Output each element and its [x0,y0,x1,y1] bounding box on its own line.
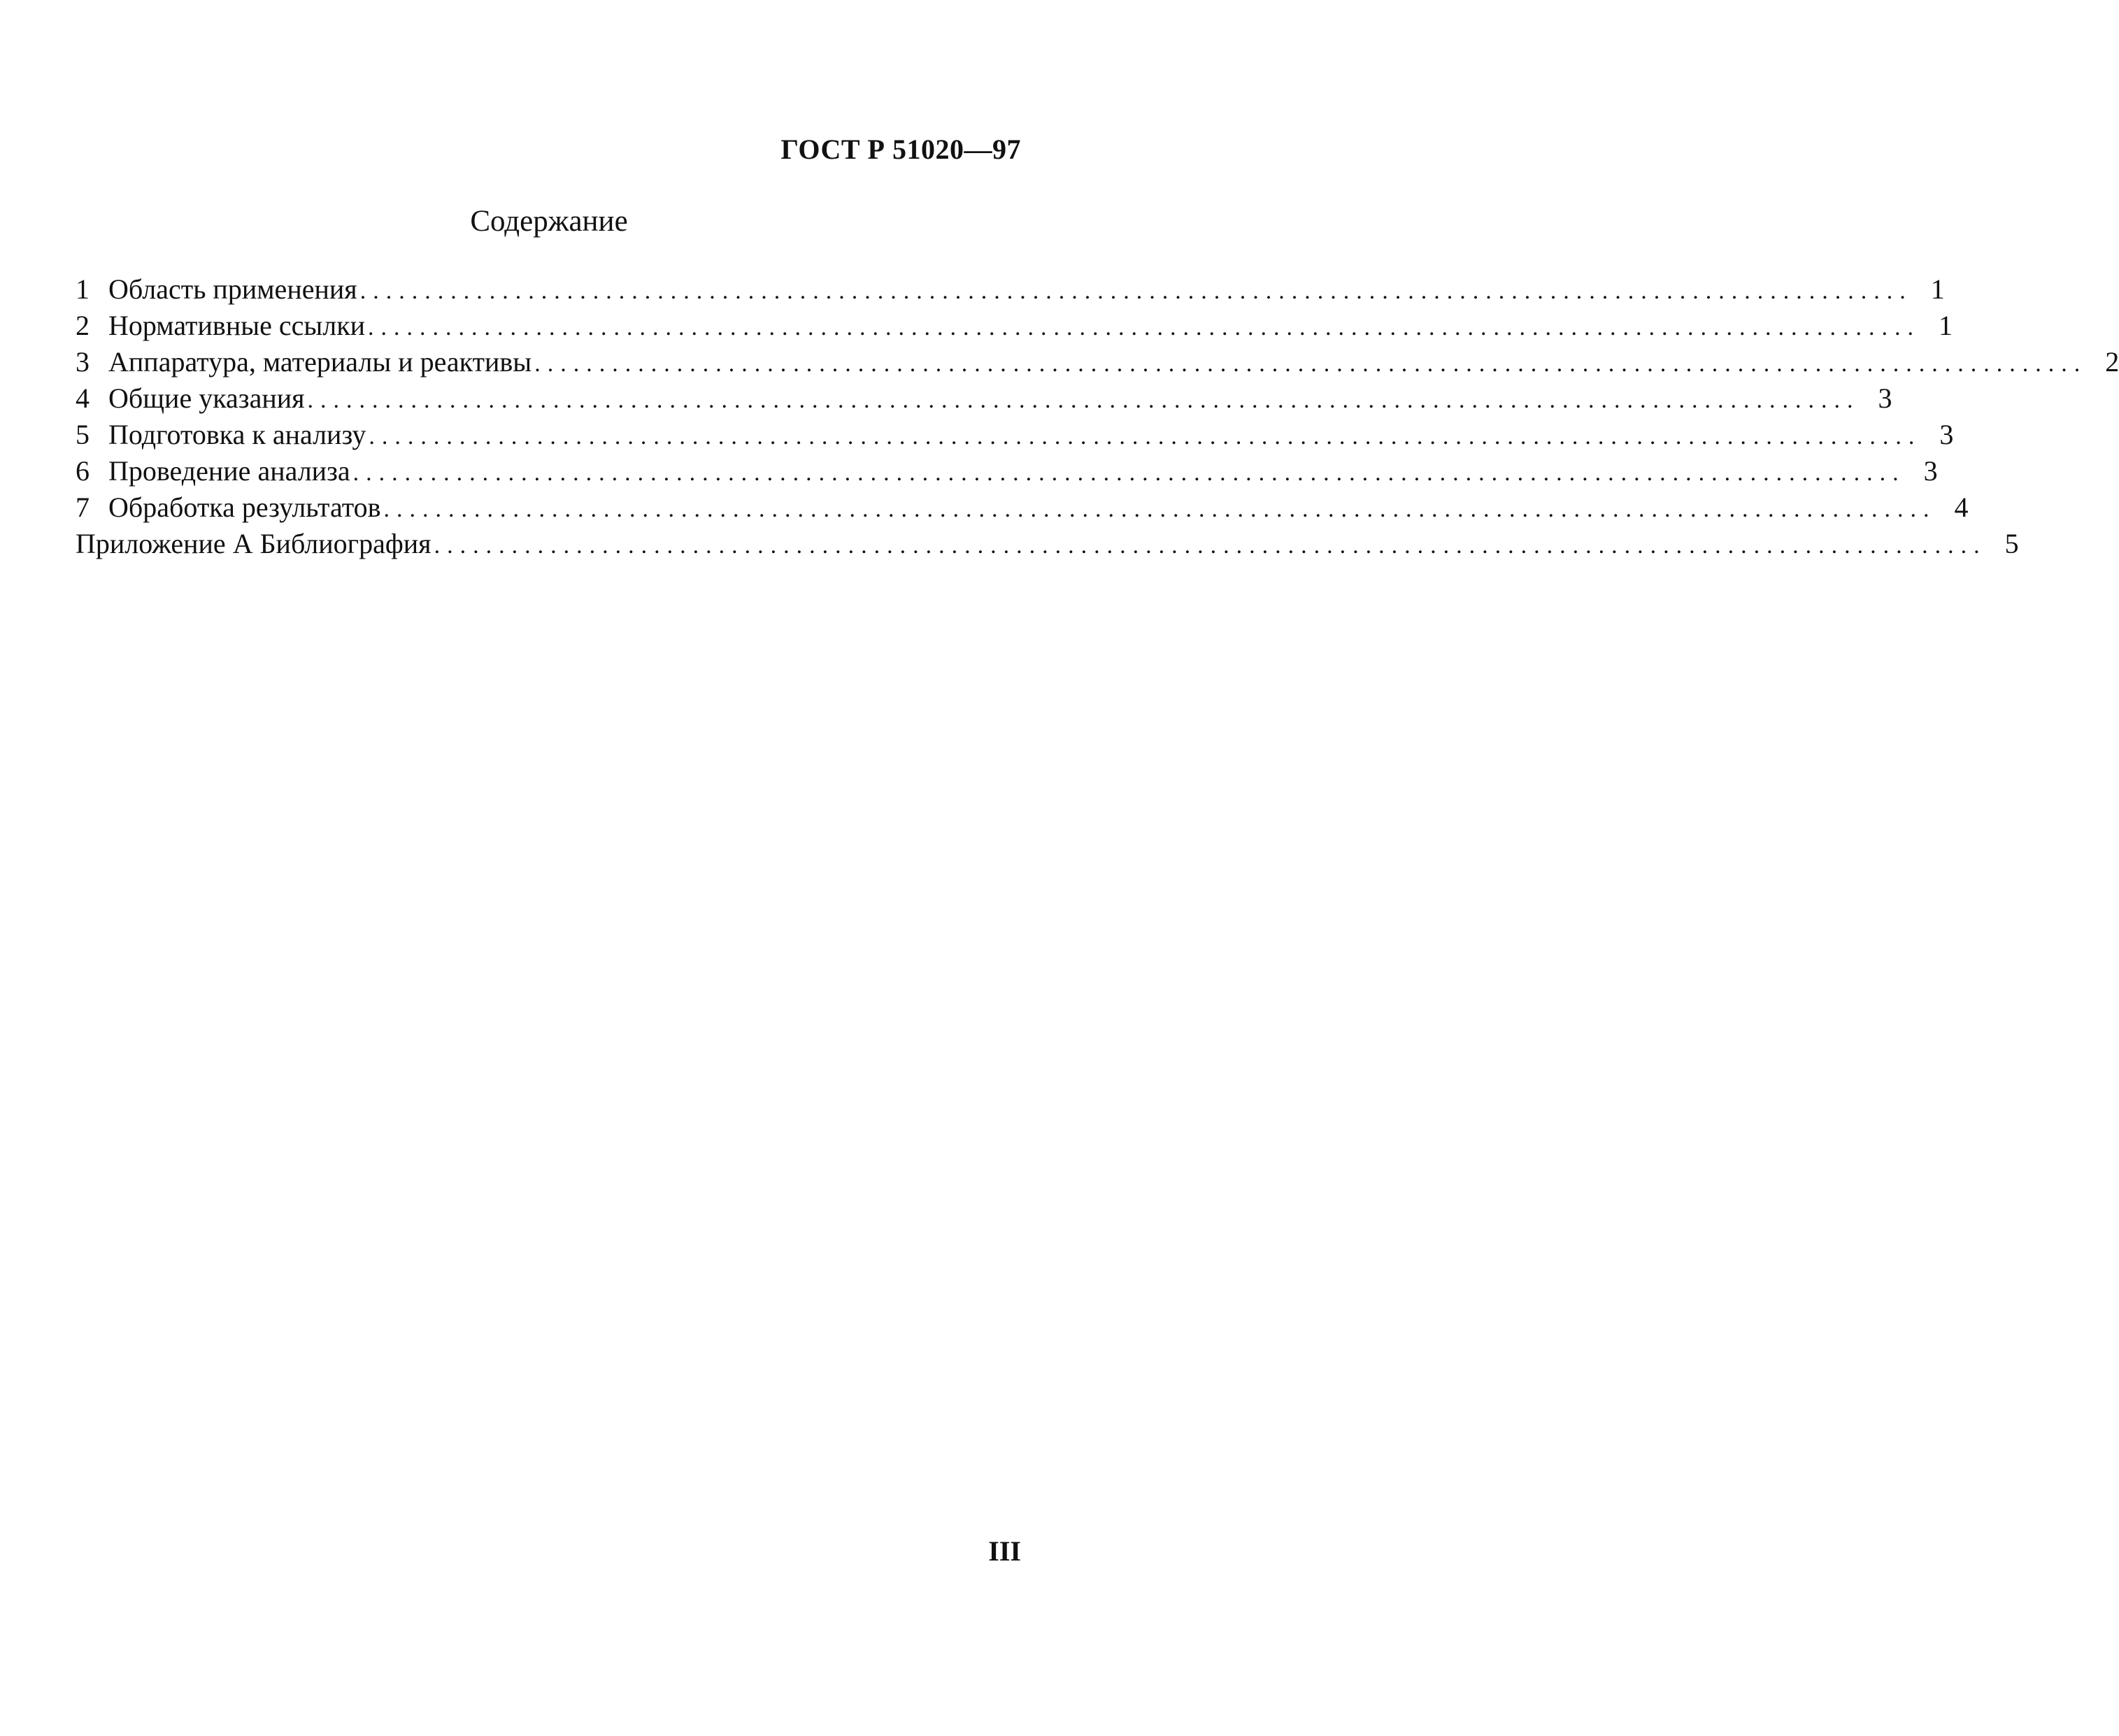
toc-entry-appendix-a[interactable] [76,526,2019,562]
toc-entry-page: 3 [1939,419,1954,450]
toc-entry-1[interactable] [76,271,1945,308]
toc-leader-dots: ........................................................................................................................ [383,496,1936,522]
toc-leader-dots: ........................................................................................................................ [369,424,1922,450]
toc-title: Содержание [470,205,628,238]
toc-entry-page: 3 [1923,455,1938,487]
toc-entry-2[interactable] [76,308,1953,344]
toc-entry-label: Проведение анализа [108,455,350,487]
toc-leader-dots: ........................................................................................................................ [352,460,1906,486]
toc-leader-dots: ........................................................................................................................ [307,387,1860,413]
toc-leader-dots: ........................................................................................................................ [368,315,1921,340]
toc-entry-number: 6 [76,455,90,487]
toc-entry-number: 1 [76,273,90,305]
toc-entry-5[interactable] [76,417,1954,453]
toc-entry-page: 1 [1939,310,1953,341]
toc-entry-page: 3 [1878,382,1892,414]
toc-entry-number: 2 [76,310,90,341]
toc-entry-label: Приложение А Библиография [76,528,431,559]
toc-entry-label: Аппаратура, материалы и реактивы [108,346,532,378]
table-of-contents [76,271,2119,562]
toc-entry-3[interactable] [76,344,2119,380]
toc-entry-page: 5 [2004,528,2019,559]
toc-entry-7[interactable] [76,489,1969,526]
standard-code: ГОСТ Р 51020—97 [780,134,1021,165]
toc-entry-4[interactable] [76,380,1892,417]
toc-entry-number: 7 [76,492,90,523]
toc-entry-6[interactable] [76,453,1938,489]
toc-leader-dots: ........................................................................................................................ [359,278,1913,304]
toc-entry-label: Область применения [108,273,357,305]
toc-entry-number: 5 [76,419,90,450]
toc-entry-label: Обработка результатов [108,492,381,523]
toc-entry-page: 2 [2105,346,2119,378]
toc-entry-number: 3 [76,346,90,378]
page-number: III [988,1535,1021,1567]
toc-entry-page: 4 [1954,492,1969,523]
toc-entry-number: 4 [76,382,90,414]
toc-entry-label: Нормативные ссылки [108,310,366,341]
toc-leader-dots: ........................................................................................................................ [534,351,2088,377]
toc-entry-page: 1 [1930,273,1945,305]
toc-leader-dots: ........................................................................................................................ [434,533,1987,559]
toc-entry-label: Общие указания [108,382,305,414]
toc-entry-label: Подготовка к анализу [108,419,366,450]
